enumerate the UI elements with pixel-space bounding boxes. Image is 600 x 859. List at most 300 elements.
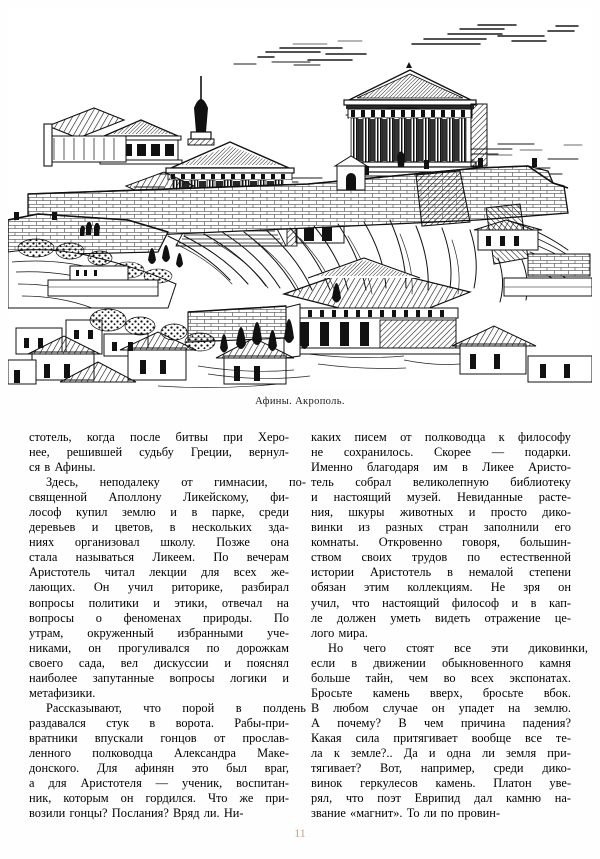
text-line [311,791,571,806]
word: лающих. [29,580,76,595]
word: землю [122,505,156,520]
word: чем [408,670,429,685]
text-line [311,626,571,641]
word: Аристо- [528,460,571,475]
word: порой [182,700,215,715]
word: гонцов [160,730,197,745]
word: для [201,565,220,580]
text-line [29,761,289,776]
word: в [149,715,156,730]
word: видеть [434,610,471,625]
word: бросьте [482,685,524,700]
word: Для [96,761,118,776]
word: полководца [424,430,486,444]
word: стоят [406,640,434,655]
word: в [447,565,453,580]
text-line [311,776,571,791]
word: Послания? [111,806,169,821]
word: вернул- [248,445,289,460]
word: животных [399,505,454,520]
word: к [498,430,505,444]
word: каких [311,430,342,444]
word: на- [554,791,571,806]
word: прослав- [242,730,289,745]
word: чего [363,640,386,655]
word: земля [506,745,537,760]
word: цветов, [114,520,154,535]
word: экспонатах. [509,670,571,685]
text-line [311,761,571,776]
word: уметь [390,610,421,625]
word: организовал [74,535,140,550]
word: музей. [406,490,442,505]
word: его [554,520,571,535]
text-line [29,475,306,490]
word: Ликейскому, [183,490,249,505]
word: Маке- [257,745,289,760]
word: ли [423,806,437,821]
word: деревьев [29,520,76,535]
word: дорожкам [236,640,289,655]
word: при- [547,745,571,760]
text-line [29,791,289,806]
text-line [311,596,571,611]
acropolis-engraving-svg [8,8,592,388]
text-line [29,596,289,611]
word: пояснял [246,655,289,670]
word: в [461,460,468,475]
word: разных [385,520,424,535]
word: всех [471,670,494,685]
word: подарки. [524,445,571,460]
word: по- [289,475,306,490]
word: сохранилось. [343,445,414,460]
word: великолепную [412,475,489,490]
word: по [206,640,220,655]
word: Аристотеля [80,776,142,791]
word: Что [207,791,228,806]
word: вверх, [429,685,463,700]
word: читал [104,565,135,580]
figure-caption: Афины. Акрополь. [255,396,345,407]
word: парке, [211,505,245,520]
word: Аристотель [29,565,91,580]
word: сила [355,730,380,745]
word: дико- [542,505,571,520]
word: Ликеем. [152,550,196,565]
word: же- [270,565,289,580]
word: В [311,700,320,715]
word: рял, [311,791,333,806]
word: им [433,460,448,475]
word: и [468,505,476,520]
word: Вот, [380,761,402,776]
word: окруженный [87,625,154,640]
word: писем [354,430,387,444]
word: собрал [355,475,392,490]
word: и [428,745,436,760]
word: камень. [435,776,476,791]
word: всех [233,565,257,580]
word: все [525,730,542,745]
word: Не [490,580,506,595]
word: решившей [66,445,123,460]
word: Вряд [173,806,200,821]
word: Скорее [433,445,472,460]
word: заполнили [483,520,539,535]
text-line [29,430,289,445]
word: что [345,791,364,806]
word: степени [529,565,571,580]
word: утрам, [29,625,64,640]
word: возили [29,806,66,821]
word: обыкновенного [441,655,524,670]
word: полдень [263,700,306,715]
word: мира. [338,625,368,640]
text-line [311,490,571,505]
word: отвечал [221,595,263,610]
word: Платон [493,776,532,791]
word: Здесь, [46,475,79,490]
word: комнаты. [311,535,359,550]
word: поэт [377,791,401,806]
word: логики [230,670,267,685]
word: уче- [266,625,289,640]
word: по [467,550,481,565]
word: винок [311,776,343,791]
word: этим [364,580,390,595]
word: от [400,430,412,444]
word: которым [63,791,109,806]
text-line [29,580,289,595]
word: стран [438,520,469,535]
word: эти [491,640,509,655]
word: — [491,445,505,460]
text-line [29,746,289,761]
word: среди [259,505,289,520]
text-line [29,565,289,580]
text-line [311,701,571,716]
text-line [311,460,571,475]
word: раздавался [29,715,86,730]
word: По [213,550,229,565]
paragraph [311,430,571,641]
word: обязан [311,580,346,595]
word: при [223,430,243,444]
word: и [511,595,519,610]
text-line [29,520,289,535]
text-line [29,611,289,626]
word: запутанные [92,670,154,685]
word: для [48,776,67,791]
word: дал [474,791,493,806]
word: библиотеку [510,475,571,490]
word: ством [311,550,342,565]
word: зда- [268,520,289,535]
text-line [311,505,571,520]
word: феноменах [123,610,182,625]
word: наиболее [29,670,78,685]
word: и [311,490,318,505]
word: школу. [160,535,196,550]
word: он [558,580,571,595]
word: ся [29,460,41,475]
word: не [311,445,324,460]
text-line [29,460,289,475]
word: истории [311,565,355,580]
word: воспитан- [236,776,289,791]
word: на [276,595,289,610]
word: в [169,520,176,535]
word: Да [403,745,418,760]
word: донского. [29,761,80,776]
word: купил [75,505,108,520]
word: камня [539,655,571,670]
word: це- [554,610,571,625]
word: шкуры [348,505,385,520]
word: гонцы? [69,806,108,821]
text-line [311,445,571,460]
paragraph [29,700,306,821]
word: большин- [519,535,571,550]
acropolis-illustration [8,8,592,388]
word: ле [311,610,323,625]
text-line [29,686,289,701]
text-line [29,716,289,731]
word: любом [333,700,369,715]
word: случае [382,700,418,715]
word: Афины. [54,460,96,475]
paragraph [29,430,289,475]
word: В [398,715,407,730]
text-line [311,806,571,821]
text-line [29,671,289,686]
word: дико- [542,761,571,776]
word: в [351,655,358,670]
word: ния, [311,505,334,520]
word: в [530,595,537,610]
word: природы. [203,610,253,625]
text-line [311,641,588,656]
word: политики [88,595,139,610]
text-line [311,550,571,565]
word: камень [372,685,410,700]
word: гордился. [145,791,196,806]
text-line [29,806,289,821]
column-right [311,430,588,821]
word: тель [311,475,334,490]
word: враг, [264,761,289,776]
word: в [235,700,242,715]
word: больше [311,670,351,685]
text-line [29,701,306,716]
word: к [333,745,340,760]
word: философ [451,595,499,610]
word: избранными [177,625,244,640]
word: своих [361,550,392,565]
word: тайн, [365,670,394,685]
word: Рабы-при- [234,715,289,730]
word: те- [555,730,571,745]
word: ли [482,745,495,760]
word: Ликее [482,460,514,475]
word: Аполлону [108,490,162,505]
word: и [224,655,231,670]
word: это [191,761,209,776]
word: Еврипид [414,791,461,806]
word: ник, [29,791,52,806]
word: Он [93,580,110,595]
word: сада, [78,655,105,670]
word: Какая [311,730,342,745]
page-number: 11 [294,826,306,840]
word: Именно [311,460,353,475]
word: расте- [538,490,571,505]
word: вообще [471,730,512,745]
word: вечерам [246,550,289,565]
text-line [311,580,571,595]
text-line [311,731,571,746]
word: вопросы [169,670,215,685]
word: неподалеку [99,475,160,490]
word: Аристотель [369,565,432,580]
text-line [29,535,289,550]
word: Невиданные [456,490,523,505]
word: полководца [92,745,153,760]
word: например, [420,761,475,776]
word: судьбу [139,445,174,460]
word: зря [523,580,541,595]
word: риторике, [171,580,224,595]
text-line [311,535,571,550]
word: благодаря [367,460,419,475]
word: вопросы [29,610,75,625]
word: и [282,670,289,685]
word: лого [311,625,335,640]
word: камню [505,791,542,806]
text-line [311,565,571,580]
text-line [311,611,571,626]
word: причина [460,715,506,730]
text-line [29,776,289,791]
word: учил, [311,595,340,610]
word: Позже [216,535,250,550]
word: этики, [174,595,208,610]
word: ла [311,745,323,760]
word: А [311,715,320,730]
word: от [181,475,193,490]
word: «магнит». [350,806,403,821]
word: все [454,640,471,655]
word: тягивает? [311,761,362,776]
word: был [226,761,247,776]
word: должен [336,610,376,625]
text-line [29,445,289,460]
word: а [29,776,35,791]
word: Откровенно [378,535,443,550]
word: и [153,595,160,610]
word: вопросы [29,595,75,610]
word: же [239,791,254,806]
word: винки [311,520,343,535]
word: говоря, [462,535,500,550]
word: впускали [94,730,144,745]
word: трудов [411,550,448,565]
word: в [44,460,51,475]
word: при- [265,791,289,806]
word: уве- [549,776,571,791]
word: настоящий [333,490,391,505]
word: вел [120,655,139,670]
word: дискуссии [153,655,209,670]
word: отражение [484,610,541,625]
word: Греции, [190,445,232,460]
word: притягивает [393,730,458,745]
word: ученик, [181,776,223,791]
word: Ни- [223,806,244,821]
text-line [311,746,571,761]
word: нескольких [191,520,252,535]
word: что [143,700,161,715]
word: движении [373,655,426,670]
word: в [191,505,198,520]
word: из [358,520,370,535]
word: если [311,655,336,670]
word: она [270,535,289,550]
word: естественной [500,550,571,565]
word: от [213,730,226,745]
word: гимнасии, [214,475,268,490]
word: о [95,610,102,625]
word: во [443,670,456,685]
word: и [170,505,177,520]
word: немалой [468,565,514,580]
word: ли. [203,806,220,821]
word: вбок. [543,685,571,700]
word: нее, [29,445,50,460]
word: То [406,806,420,821]
text-line [29,626,289,641]
word: по [440,806,454,821]
word: лекции [149,565,187,580]
word: называться [75,550,135,565]
text-line [29,490,289,505]
word: землю. [534,700,571,715]
word: ворота. [175,715,214,730]
word: среди [493,761,524,776]
wall-statue [397,152,405,168]
word: разбирал [241,580,289,595]
word: одна [446,745,471,760]
word: вратники [29,730,78,745]
word: падения? [522,715,571,730]
word: на [508,700,521,715]
word: кап- [549,595,571,610]
word: стала [29,550,58,565]
word: земле?.. [351,745,393,760]
word: Бросьте [311,685,353,700]
column-left [29,430,306,821]
word: метафизики. [29,685,96,700]
text-line [311,475,571,490]
word: битвы [175,430,209,444]
text-line [311,520,571,535]
word: он [120,791,134,806]
word: коллекциям. [407,580,473,595]
text-line [311,716,571,731]
paragraph [29,475,306,701]
word: своего [29,655,64,670]
